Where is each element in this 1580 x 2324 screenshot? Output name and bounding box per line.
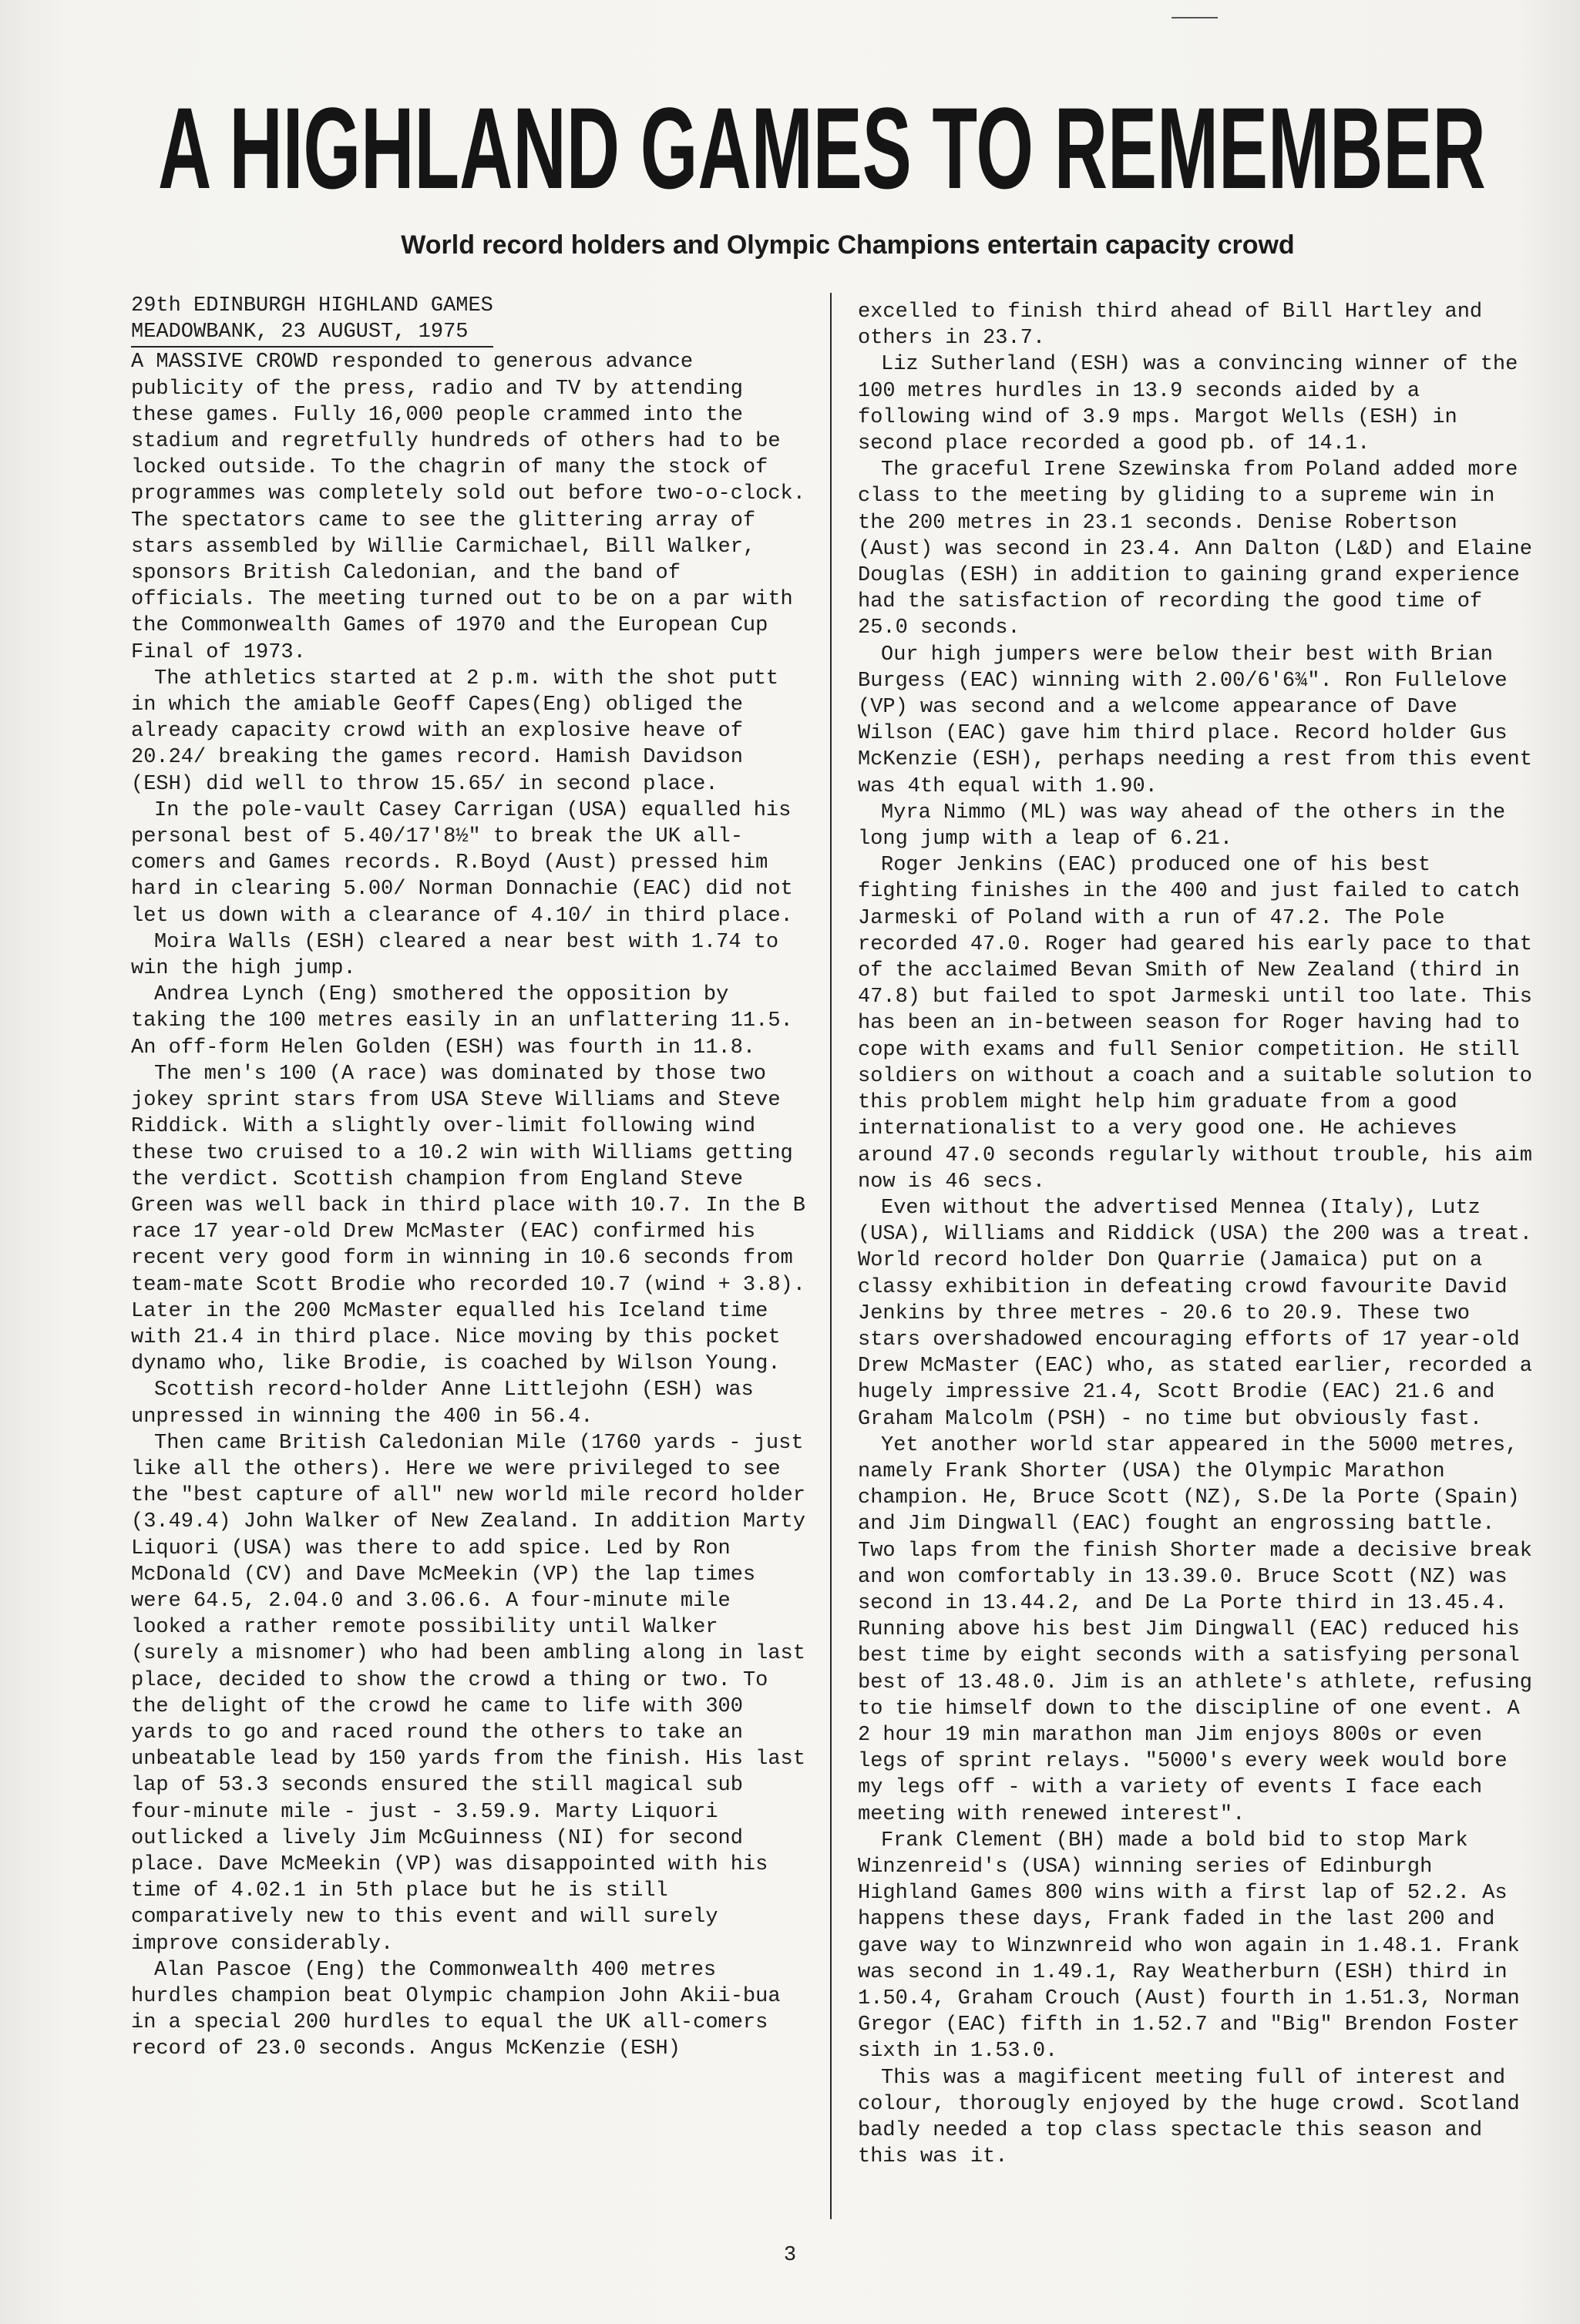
column-divider <box>830 293 832 2219</box>
dateline-event: 29th EDINBURGH HIGHLAND GAMES <box>131 294 493 317</box>
dateline-venue-date: MEADOWBANK, 23 AUGUST, 1975 <box>131 321 469 344</box>
left-column <box>131 293 809 2063</box>
paragraph: This was a magificent meeting full of interest and colour, thorougly enjoyed by the huge crowd. Scotland badly needed a top class spectacle this season and this was it. <box>858 2066 1520 2169</box>
paragraph: Roger Jenkins (EAC) produced one of his best fighting finishes in the 400 and just failed to catch Jarmeski of Poland with a run of 47.2. The Pole recorded 47.0. Roger had geared his early pace to that of the acclaimed Bevan Smith of New Zealand (third in 47.8) but failed to spot Jarmeski until too late. This has been an in-between season for Roger having had to cope with exams and full Senior competition. He still soldiers on without a coach and a suitable solution to this problem might help him graduate from a good internationalist to a very good one. He achieves around 47.0 seconds regularly without trouble, his aim now is 46 secs. <box>858 854 1532 1194</box>
paragraph: Then came British Caledonian Mile (1760 yards - just like all the others). Here we were privileged to see the "best capture of all" new world mile record holder (3.49.4) John Walker of New Zealand. In addition Marty Liquori (USA) was there to add spice. Led by Ron McDonald (CV) and Dave McMeekin (VP) the lap times were 64.5, 2.04.0 and 3.06.6. A four-minute mile looked a rather remote possibility until Walker (surely a misnomer) who had been ambling along in last place, decided to show the crowd a thing or two. To the delight of the crowd he came to life with 300 yards to go and raced round the others to take an unbeatable lead by 150 yards from the finish. His last lap of 53.3 seconds ensured the still magical sub four-minute mile - just - 3.59.9. Marty Liquori outlicked a lively Jim McGuinness (NI) for second place. Dave McMeekin (VP) was disappointed with his time of 4.02.1 in 5th place but he is still comparatively new to this event and will surely improve considerably. <box>131 1431 805 1956</box>
paragraph: Alan Pascoe (Eng) the Commonwealth 400 metres hurdles champion beat Olympic champion John Akii-bua in a special 200 hurdles to equal the UK all-comers record of 23.0 seconds. Angus McKenzie (ESH) <box>131 1958 781 2061</box>
page-number: 3 <box>783 2244 797 2267</box>
paragraph: The graceful Irene Szewinska from Poland added more class to the meeting by gliding to a supreme win in the 200 metres in 23.1 seconds. Denise Robertson (Aust) was second in 23.4. Ann Dalton (L&D) and Elaine Douglas (ESH) in addition to gaining grand experience had the satisfaction of recording the good time of 25.0 seconds. <box>858 458 1532 640</box>
paragraph: Yet another world star appeared in the 5000 metres, namely Frank Shorter (USA) the Olympic Marathon champion. He, Bruce Scott (NZ), S.De la Porte (Spain) and Jim Dingwall (EAC) fought an engrossing battle. Two laps from the finish Shorter made a decisive break and won comfortably in 13.39.0. Bruce Scott (NZ) was second in 13.44.2, and De La Porte third in 13.45.4. Running above his best Jim Dingwall (EAC) reduced his best time by eight seconds with a satisfying personal best of 13.48.0. Jim is an athlete's athlete, refusing to tie himself down to the discipline of one event. A 2 hour 19 min marathon man Jim enjoys 800s or even legs of sprint relays. "5000's every week would bore my legs off - with a variety of events I face each meeting with renewed interest". <box>858 1433 1532 1826</box>
paragraph: The athletics started at 2 p.m. with the shot putt in which the amiable Geoff Capes(Eng) obliged the already capacity crowd with an explosive heave of 20.24/ breaking the games record. Hamish Davidson (ESH) did well to throw 15.65/ in second place. <box>131 667 779 796</box>
paragraph: Frank Clement (BH) made a bold bid to stop Mark Winzenreid's (USA) winning series of Edinburgh Highland Games 800 wins with a first lap of 52.2. As happens these days, Frank faded in the last 200 and gave way to Winzwnreid who won again in 1.48.1. Frank was second in 1.49.1, Ray Weatherburn (ESH) third in 1.50.4, Graham Crouch (Aust) fourth in 1.51.3, Norman Gregor (EAC) fifth in 1.52.7 and "Big" Brendon Foster sixth in 1.53.0. <box>858 1829 1520 2064</box>
paragraph: Andrea Lynch (Eng) smothered the opposition by taking the 100 metres easily in an unflattering 11.5. An off-form Helen Golden (ESH) was fourth in 11.8. <box>131 983 793 1060</box>
paragraph: excelled to finish third ahead of Bill Hartley and others in 23.7. <box>858 301 1483 351</box>
paragraph: Myra Nimmo (ML) was way ahead of the others in the long jump with a leap of 6.21. <box>858 801 1506 851</box>
paragraph: Liz Sutherland (ESH) was a convincing winner of the 100 metres hurdles in 13.9 seconds aided by a following wind of 3.9 mps. Margot Wells (ESH) in second place recorded a good pb. of 14.1. <box>858 353 1518 456</box>
paragraph: The men's 100 (A race) was dominated by those two jokey sprint stars from USA Steve Williams and Steve Riddick. With a slightly over-limit following wind these two cruised to a 10.2 win with Williams getting the verdict. Scottish champion from England Steve Green was well back in third place with 10.7. In the B race 17 year-old Drew McMaster (EAC) confirmed his recent very good form in winning in 10.6 seconds from team-mate Scott Brodie who recorded 10.7 (wind + 3.8). Later in the 200 McMaster equalled his Iceland time with 21.4 in third place. Nice moving by this pocket dynamo who, like Brodie, is coached by Wilson Young. <box>131 1062 805 1376</box>
paragraph: A MASSIVE CROWD responded to generous advance publicity of the press, radio and TV by attending these games. Fully 16,000 people crammed into the stadium and regretfully hundreds of others had to be locked outside. To the chagrin of many the stock of programmes was completely sold out before two-o-clock. The spectators came to see the glittering array of stars assembled by Willie Carmichael, Bill Walker, sponsors British Caledonian, and the band of officials. The meeting turned out to be on a par with the Commonwealth Games of 1970 and the European Cup Final of 1973. <box>131 351 805 664</box>
article-headline: A HIGHLAND GAMES TO REMEMBER <box>158 83 1486 213</box>
right-column <box>858 299 1536 2170</box>
dateline <box>131 293 493 348</box>
paragraph: In the pole-vault Casey Carrigan (USA) equalled his personal best of 5.40/17'8½" to break the UK all-comers and Games records. R.Boyd (Aust) pressed him hard in clearing 5.00/ Norman Donnachie (EAC) did not let us down with a clearance of 4.10/ in third place. <box>131 798 793 928</box>
paragraph: Our high jumpers were below their best with Brian Burgess (EAC) winning with 2.00/6'6¾". Ron Fullelove (VP) was second and a welcome appearance of Dave Wilson (EAC) gave him third place. Record holder Gus McKenzie (ESH), perhaps needing a rest from this event was 4th equal with 1.90. <box>858 643 1532 798</box>
article-subheadline: World record holders and Olympic Champions entertain capacity crowd <box>401 230 1295 260</box>
paragraph: Even without the advertised Mennea (Italy), Lutz (USA), Williams and Riddick (USA) the 200 was a treat. World record holder Don Quarrie (Jamaica) put on a classy exhibition in defeating crowd favourite David Jenkins by three metres - 20.6 to 20.9. These two stars overshadowed encouraging efforts of 17 year-old Drew McMaster (EAC) who, as stated earlier, recorded a hugely impressive 21.4, Scott Brodie (EAC) 21.6 and Graham Malcolm (PSH) - no time but obviously fast. <box>858 1196 1532 1431</box>
paragraph: Scottish record-holder Anne Littlejohn (ESH) was unpressed in winning the 400 in 56.4. <box>131 1379 754 1429</box>
scan-mark <box>1172 17 1218 18</box>
paragraph: Moira Walls (ESH) cleared a near best with 1.74 to win the high jump. <box>131 930 779 981</box>
